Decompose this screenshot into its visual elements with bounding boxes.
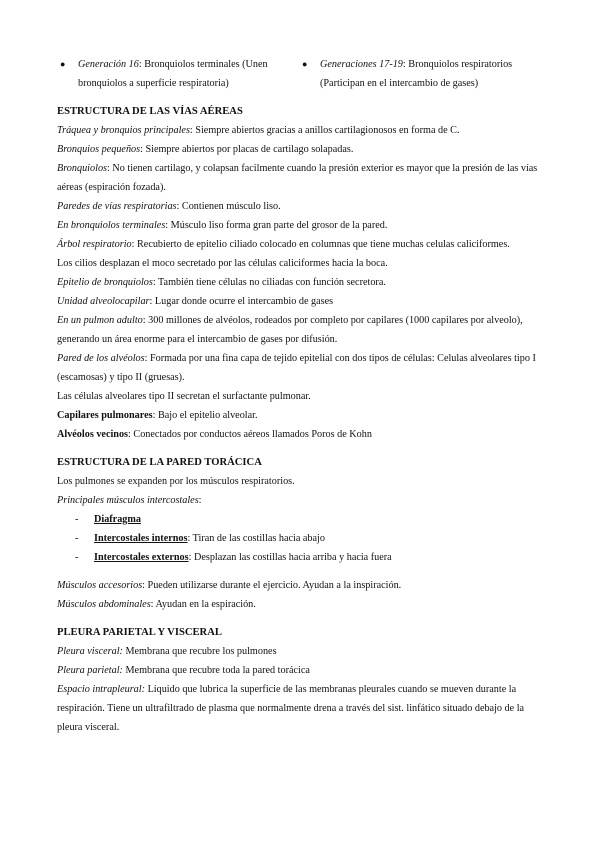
term: Generaciones 17-19 (320, 59, 403, 70)
term: Bronquiolos (57, 163, 107, 174)
definition: Las células alveolares tipo II secretan el surfactante pulmonar. (57, 391, 311, 402)
paragraph (57, 292, 547, 311)
term: Pleura parietal: (57, 665, 123, 676)
section-heading: PLEURA PARIETAL Y VISCERAL (57, 627, 222, 638)
dash-marker: - (75, 514, 79, 525)
spacer (57, 614, 547, 623)
definition: : Siempre abiertos gracias a anillos cartilagionosos en forma de C. (189, 125, 460, 136)
paragraph (57, 425, 547, 444)
paragraph (57, 121, 547, 140)
term: Intercostales externos (94, 552, 189, 563)
list-item (60, 55, 298, 93)
paragraph (57, 197, 547, 216)
term: Unidad alveolocapilar (57, 296, 150, 307)
definition: : No tienen cartilago, y colapsan facilmente cuando la presión exterior es mayor que la presión de las vías aéreas (espiración fozada). (57, 163, 538, 193)
list-item-text (78, 55, 298, 93)
paragraph (57, 254, 547, 273)
term: Intercostales internos (94, 533, 188, 544)
subheading: Principales músculos intercostales (57, 495, 199, 506)
bullet-icon: ● (302, 59, 308, 69)
muscle-list (57, 510, 547, 567)
list-item (57, 548, 547, 567)
definition: Membrana que recubre los pulmones (122, 646, 277, 657)
bullet-icon: ● (60, 59, 66, 69)
term: Epitelio de bronquiolos (57, 277, 153, 288)
definition: : Músculo liso forma gran parte del grosor de la pared. (165, 220, 388, 231)
term: En un pulmon adulto (57, 315, 143, 326)
paragraph (57, 159, 547, 197)
section-heading: ESTRUCTURA DE LAS VÍAS AÉREAS (57, 106, 243, 117)
spacer (57, 444, 547, 453)
paragraph (57, 140, 547, 159)
section-heading: ESTRUCTURA DE LA PARED TORÁCICA (57, 457, 262, 468)
paragraph (57, 595, 547, 614)
definition: : Lugar donde ocurre el intercambio de gases (149, 296, 334, 307)
list-item (57, 529, 547, 548)
paragraph (57, 661, 547, 680)
top-bullet-list (60, 55, 540, 93)
paragraph (57, 576, 547, 595)
term: Capilares pulmonares (57, 410, 153, 421)
definition: : Ayudan en la espiración. (150, 599, 256, 610)
paragraph (57, 491, 547, 510)
definition: Líquido que lubrica la superficie de las membranas pleurales cuando se mueven durante la respiración. Tiene un ultrafiltrado de plasma que normalmente drena a través del sist. linfático situado debajo de la pleura visceral. (57, 684, 525, 733)
definition: : Pueden utilizarse durante el ejercicio. Ayudan a la inspiración. (142, 580, 402, 591)
colon: : (198, 495, 202, 506)
list-item (298, 55, 540, 93)
paragraph (57, 311, 547, 349)
paragraph (57, 680, 547, 737)
term: Diafragma (94, 514, 141, 525)
term: Músculos abdominales (57, 599, 151, 610)
definition: : También tiene células no ciliadas con función secretora. (152, 277, 386, 288)
paragraph (57, 235, 547, 254)
definition: : Formada por una fina capa de tejido epitelial con dos tipos de células: Celulas alveolares tipo I (escamosas) y tipo II (gruesas). (57, 353, 536, 383)
dash-marker: - (75, 552, 79, 563)
paragraph (57, 273, 547, 292)
term: Generación 16 (78, 59, 139, 70)
term: Árbol respiratorio (57, 239, 132, 250)
definition: : Bronquiolos respiratorios (Participan en el intercambio de gases) (320, 59, 513, 89)
definition: : Desplazan las costillas hacia arriba y hacia fuera (188, 552, 392, 563)
dash-marker: - (75, 533, 79, 544)
definition: : Contienen músculo liso. (176, 201, 281, 212)
document-body (57, 102, 547, 737)
definition: : Bronquiolos terminales (Unen bronquiolos a superficie respiratoria) (78, 59, 268, 89)
term: Espacio intrapleural: (57, 684, 146, 695)
paragraph (57, 216, 547, 235)
list-item (57, 510, 547, 529)
paragraph (57, 349, 547, 387)
term: Bronquios pequeños (57, 144, 141, 155)
paragraph: Los pulmones se expanden por los músculos respiratorios. (57, 476, 295, 487)
term: Pared de los alvéolos (57, 353, 145, 364)
term: Tráquea y bronquios principales (57, 125, 190, 136)
definition: : Tiran de las costillas hacia abajo (187, 533, 325, 544)
definition: : Conectados por conductos aéreos llamados Poros de Kohn (128, 429, 372, 440)
spacer (57, 567, 547, 576)
term: Paredes de vías respiratorias (57, 201, 177, 212)
definition: : Siempre abiertos por placas de cartilago solapadas. (140, 144, 354, 155)
term: Alvéolos vecinos (57, 429, 129, 440)
definition: : Recubierto de epitelio ciliado colocado en columnas que tiene muchas celulas caliciformes. (131, 239, 510, 250)
definition: Membrana que recubre toda la pared torácica (122, 665, 310, 676)
paragraph (57, 406, 547, 425)
term: En bronquiolos terminales (57, 220, 166, 231)
term: Músculos accesorios (57, 580, 143, 591)
definition: Los cilios desplazan el moco secretado por las células caliciformes hacia la boca. (57, 258, 388, 269)
list-item-text (320, 55, 540, 93)
paragraph (57, 387, 547, 406)
term: Pleura visceral: (57, 646, 123, 657)
definition: : 300 millones de alvéolos, rodeados por completo por capilares (1000 capilares por alveolo), generando un área enorme para el intercambio de gases por difusión. (57, 315, 523, 345)
definition: : Bajo el epitelio alveolar. (152, 410, 258, 421)
paragraph (57, 642, 547, 661)
